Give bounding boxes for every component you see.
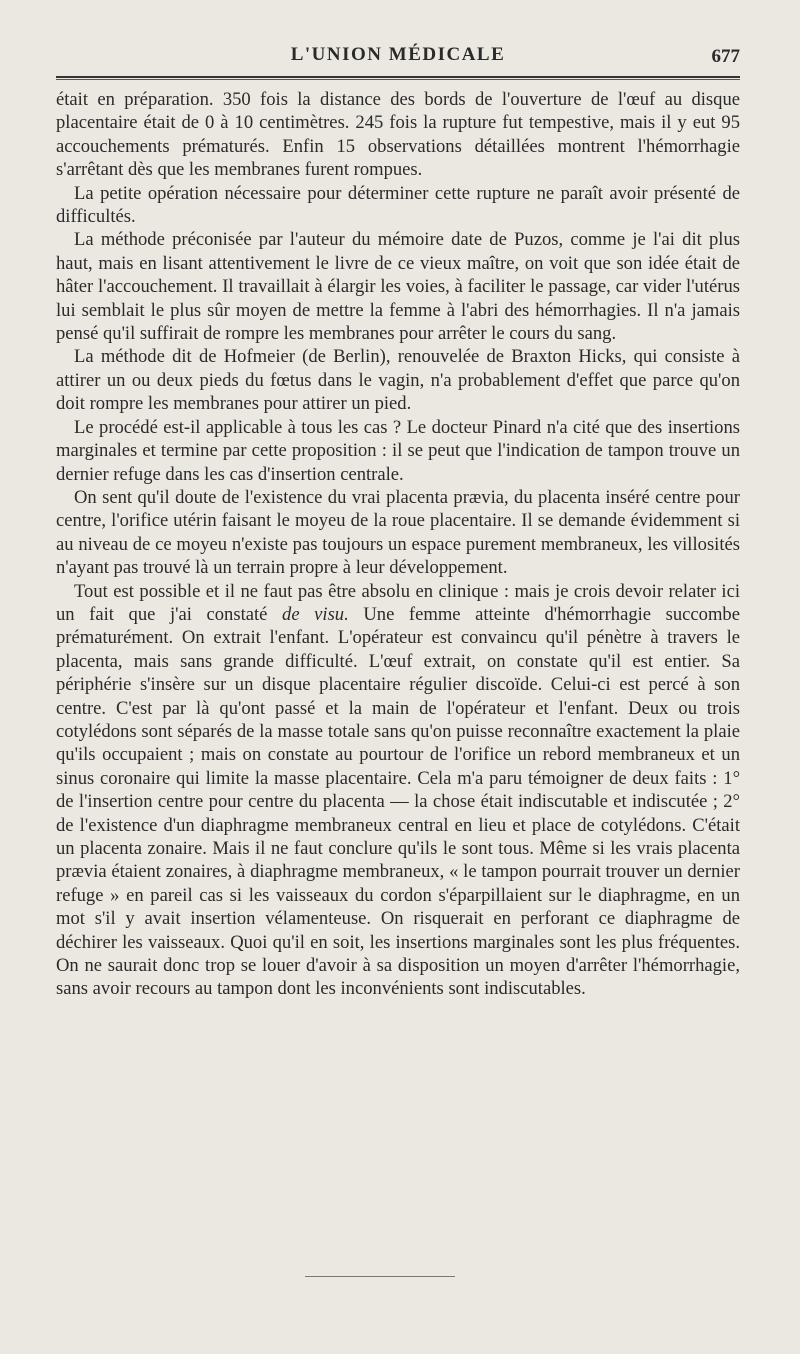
body-text [56, 88, 740, 1001]
paragraph-2: La petite opération nécessaire pour déterminer cette rupture ne paraît avoir présenté de difficultés. [56, 182, 740, 228]
paragraph-3: La méthode préconisée par l'auteur du mémoire date de Puzos, comme je l'ai dit plus haut, mais en lisant attentivement le livre de ce vieux maître, on voit que son idée était de hâter l'accouchement. Il travaillait à élargir les voies, à faciliter le passage, car vider l'utérus lui semblait le plus sûr moyen de mettre la femme à l'abri des hémorrhagies. Il n'a jamais pensé qu'il suffirait de rompre les membranes pour arrêter le cours du sang. [56, 229, 740, 345]
footnote-rule [305, 1276, 455, 1277]
paragraph-7-text-b: Une femme atteinte d'hémorrhagie succombe prématurément. On extrait l'enfant. L'opérateur est convaincu qu'il pénètre à travers le placenta, mais sans grande difficulté. L'œuf extrait, on constate qu'il est entier. Sa périphérie s'insère sur un disque placentaire régulier discoïde. Celui-ci est percé à son centre. C'est par là qu'ont passé et la main de l'opérateur et l'enfant. Deux ou trois cotylédons sont séparés de la masse totale sans qu'on puisse reconnaître exactement la plaie qu'ils occupaient ; mais on constate au pourtour de l'orifice un rebord membraneux et un sinus coronaire qui limite la masse placentaire. Cela m'a paru témoigner de deux faits : 1° de l'insertion centre pour centre du placenta — la chose était indiscutable et indiscutée ; 2° de l'existence d'un diaphragme membraneux central en lieu et place de cotylédons. C'était un placenta zonaire. Mais il ne faut conclure qu'ils le sont tous. Même si les vrais placenta prævia étaient zonaires, à diaphragme membraneux, « le tampon pourrait trouver un dernier refuge » en pareil cas si les vaisseaux du cordon s'éparpillaient sur le diaphragme, en un mot s'il y avait insertion vélamenteuse. On risquerait en perforant ce diaphragme de déchirer les vaisseaux. Quoi qu'il en soit, les insertions marginales sont les plus fréquentes. On ne saurait donc trop se louer d'avoir à sa disposition un moyen d'arrêter l'hémorrhagie, sans avoir recours au tampon dont les inconvénients sont indiscutables. [56, 603, 740, 1000]
paragraph-6: On sent qu'il doute de l'existence du vrai placenta prævia, du placenta inséré centre pour centre, l'orifice utérin faisant le moyeu de la roue placentaire. Il se demande évidemment si au niveau de ce moyeu n'existe pas toujours un espace purement membraneux, les villosités n'ayant pas trouvé là un terrain propre à leur développement. [56, 486, 740, 579]
paragraph-1: était en préparation. 350 fois la distance des bords de l'ouverture de l'œuf au disque placentaire était de 0 à 10 centimètres. 245 fois la rupture fut tempestive, mais il y eut 95 accouchements prématurés. Enfin 15 observations détaillées montrent l'hémorrhagie s'arrêtant dès que les membranes furent rompues. [56, 89, 740, 181]
page-header [56, 44, 740, 74]
running-title: L'UNION MÉDICALE [290, 44, 506, 65]
paragraph-4: La méthode dit de Hofmeier (de Berlin), renouvelée de Braxton Hicks, qui consiste à attirer un ou deux pieds du fœtus dans le vagin, n'a probablement d'effet que parce qu'on doit rompre les membranes pour attirer un pied. [56, 346, 740, 415]
page-number: 677 [711, 46, 740, 67]
italic-phrase: de visu. [282, 603, 349, 625]
header-rule [56, 76, 740, 80]
paragraph-7 [56, 580, 740, 1001]
paragraph-5: Le procédé est-il applicable à tous les cas ? Le docteur Pinard n'a cité que des insertions marginales et termine par cette proposition : il se peut que l'indication de tampon trouve un dernier refuge dans les cas d'insertion centrale. [56, 416, 740, 485]
paragraph-7-text-a: Tout est possible et il ne faut pas être absolu en clinique : mais je crois devoir relater ici un fait que j'ai constaté [56, 580, 740, 625]
